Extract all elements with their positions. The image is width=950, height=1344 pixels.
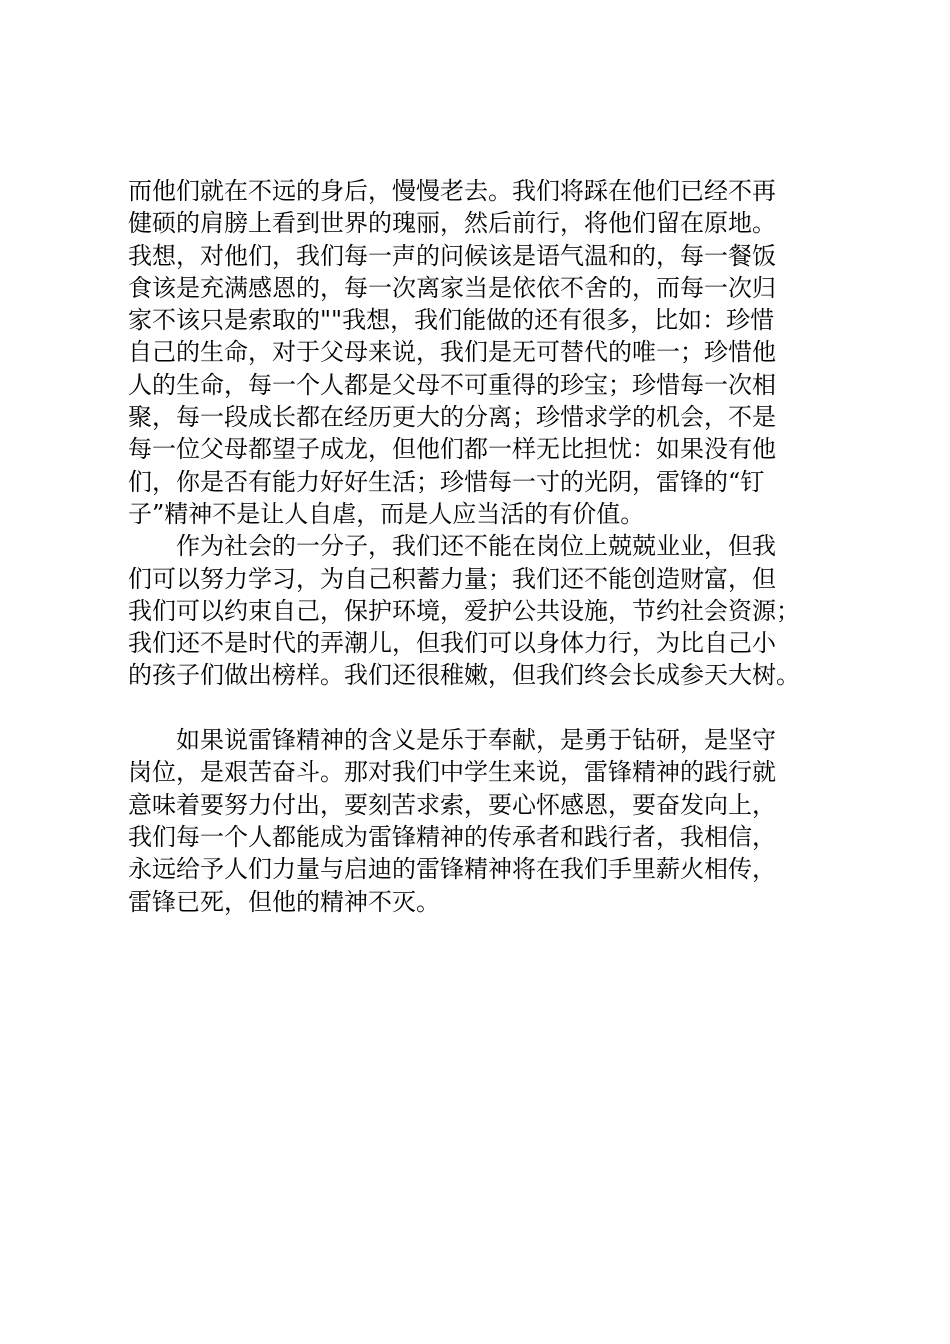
text-line: 岗位，是艰苦奋斗。那对我们中学生来说，雷锋精神的践行就 xyxy=(128,758,776,787)
document-body xyxy=(128,175,828,918)
paragraph-2 xyxy=(128,530,828,691)
text-line: 雷锋已死，但他的精神不灭。 xyxy=(128,887,440,916)
text-line: 我们可以约束自己，保护环境，爱护公共设施，节约社会资源； xyxy=(128,596,800,625)
text-line: 每一位父母都望子成龙，但他们都一样无比担忧：如果没有他 xyxy=(128,435,776,464)
text-line: 健硕的肩膀上看到世界的瑰丽，然后前行，将他们留在原地。 xyxy=(128,209,776,238)
text-line: 们可以努力学习，为自己积蓄力量；我们还不能创造财富，但 xyxy=(128,564,776,593)
text-line: 而他们就在不远的身后，慢慢老去。我们将踩在他们已经不再 xyxy=(128,177,776,205)
text-line: 聚，每一段成长都在经历更大的分离；珍惜求学的机会，不是 xyxy=(128,403,776,432)
text-line: 我们每一个人都能成为雷锋精神的传承者和践行者，我相信， xyxy=(128,822,776,851)
paragraph-spacer xyxy=(128,692,828,724)
text-line: 永远给予人们力量与启迪的雷锋精神将在我们手里薪火相传， xyxy=(128,855,776,884)
text-line: 我想，对他们，我们每一声的问候该是语气温和的，每一餐饭 xyxy=(128,241,776,270)
text-line: 意味着要努力付出，要刻苦求索，要心怀感恩，要奋发向上， xyxy=(128,790,776,819)
text-line: 们，你是否有能力好好生活；珍惜每一寸的光阴，雷锋的“钉 xyxy=(128,467,765,496)
text-line: 家不该只是索取的""我想，我们能做的还有很多，比如：珍惜 xyxy=(128,306,775,335)
text-line-indented: 如果说雷锋精神的含义是乐于奉献，是勇于钻研，是坚守 xyxy=(176,726,776,755)
paragraph-1 xyxy=(128,175,828,530)
text-line: 的孩子们做出榜样。我们还很稚嫩，但我们终会长成参天大树。 xyxy=(128,661,800,690)
text-line: 人的生命，每一个人都是父母不可重得的珍宝；珍惜每一次相 xyxy=(128,370,776,399)
text-line: 自己的生命，对于父母来说，我们是无可替代的唯一；珍惜他 xyxy=(128,338,776,367)
text-line: 子”精神不是让人自虐，而是人应当活的有价值。 xyxy=(128,499,645,528)
text-line: 食该是充满感恩的，每一次离家当是依依不舍的，而每一次归 xyxy=(128,273,776,302)
paragraph-3 xyxy=(128,724,828,918)
text-line-indented: 作为社会的一分子，我们还不能在岗位上兢兢业业，但我 xyxy=(176,532,776,561)
text-line: 我们还不是时代的弄潮儿，但我们可以身体力行，为比自己小 xyxy=(128,629,776,658)
